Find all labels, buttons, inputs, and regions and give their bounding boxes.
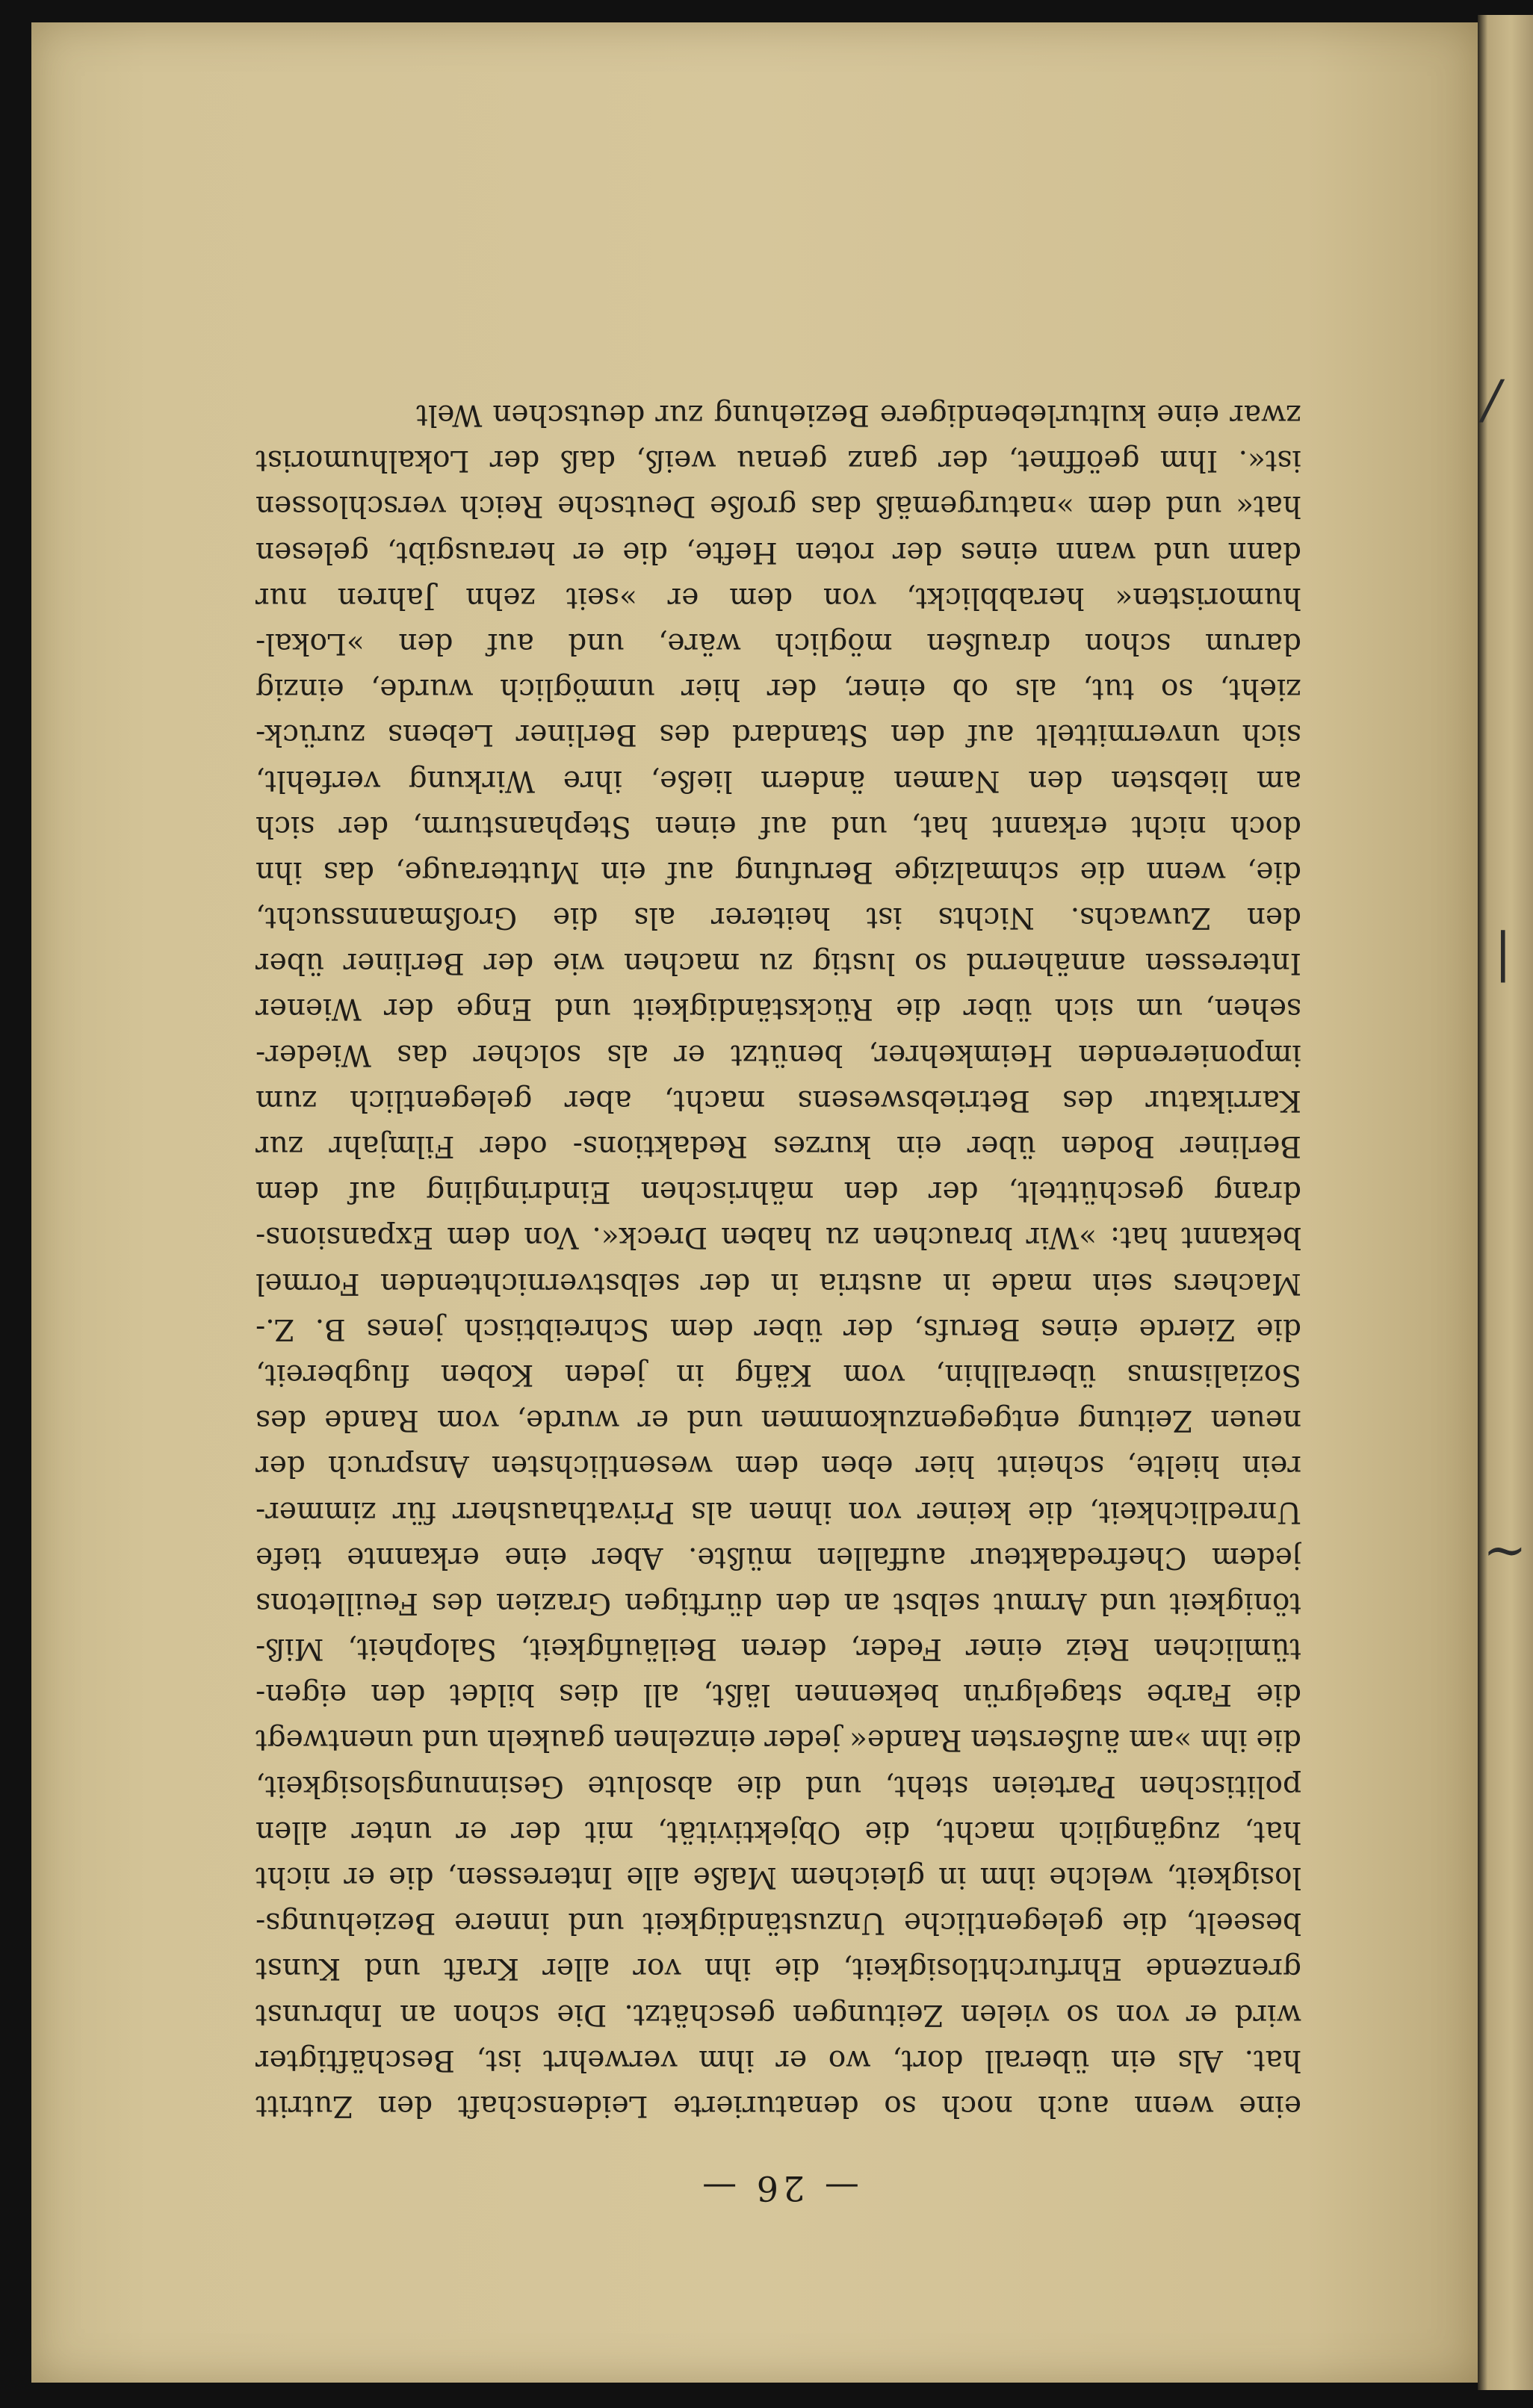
text-line: Berliner Boden über ein kurzes Redaktions- oder Filmjahr zur [256, 1129, 1301, 1164]
page-number: — 26 — [698, 2168, 859, 2209]
text-line: hat, zugänglich macht, die Objektivität, mit der er unter allen [256, 1814, 1301, 1849]
text-line: sich unvermittelt auf den Standard des Berliner Lebens zurück- [256, 718, 1301, 752]
text-line: dann und wann eines der roten Hefte, die er herausgibt, gelesen [256, 535, 1301, 569]
text-line: die Farbe stagelgrün bekennen läßt, all dies bildet den eigen- [256, 1678, 1301, 1712]
text-line: drang geschüttelt, der den mährischen Eindringling auf dem [256, 1175, 1301, 1209]
text-block-upside-down [256, 373, 1301, 2218]
text-line: losigkeit, welche ihm in gleichem Maße alle Interessen, die er nicht [256, 1861, 1301, 1895]
text-line: Sozialismus überallhin, vom Käfig in jeden Koben flugbereit, [256, 1358, 1301, 1391]
text-line: am liebsten den Namen ändern ließe, ihre Wirkung verfehlt, [256, 763, 1301, 798]
text-line: jedem Chefredakteur auffallen müßte. Aber eine erkannte tiefe [256, 1540, 1301, 1574]
text-line: hat. Als ein überall dort, wo er ihm verwehrt ist, Beschäftigter [256, 2043, 1301, 2077]
text-line: die Zierde eines Berufs, der über dem Schreibtisch jenes B. Z.- [256, 1312, 1301, 1346]
text-line: Machers sein made in austria in der selbstvernichtenden Formel [256, 1266, 1301, 1300]
text-line: rein hielte, scheint hier eben dem wesentlichsten Anspruch der [256, 1449, 1301, 1483]
margin-pencil-mark: ~ [1483, 1519, 1527, 1580]
text-line: doch nicht erkannt hat, und auf einen Stephansturm, der sich [256, 809, 1301, 843]
text-line: politischen Parteien steht, und die absolute Gesinnungslosigkeit, [256, 1769, 1301, 1803]
text-line: die, wenn die schmalzige Berufung auf ein Mutterauge, das ihn [256, 854, 1301, 889]
text-line: sehen, um sich über die Rückständigkeit und Enge der Wiener [256, 992, 1301, 1026]
text-line: beseelt, die gelegentliche Unzuständigkeit und innere Beziehungs- [256, 1906, 1301, 1940]
text-line: Karrikatur des Betriebswesens macht, aber gelegentlich zum [256, 1083, 1301, 1117]
text-line: grenzende Ehrfurchtlosigkeit, die ihn vor aller Kraft und Kunst [256, 1952, 1301, 1986]
margin-pencil-mark: | [1494, 922, 1512, 983]
body-text [256, 392, 1301, 2129]
text-line: den Zuwachs. Nichts ist heiterer als die Großmannssucht, [256, 901, 1301, 935]
page-sheet [31, 22, 1481, 2383]
text-line: bekannt hat: »Wir brauchen zu haben Dreck«. Von dem Expansions- [256, 1220, 1301, 1255]
text-line: darum schon draußen möglich wäre, und auf den »Lokal- [256, 627, 1301, 660]
margin-pencil-mark: / [1483, 369, 1501, 430]
text-line: Interessen annähernd so lustig zu machen wie der Berliner über [256, 946, 1301, 981]
text-line: neuen Zeitung entgegenzukommen und er wurde, vom Rande des [256, 1403, 1301, 1438]
text-line: Unredlichkeit, die keiner von ihnen als Privathausherr für zimmer- [256, 1495, 1301, 1529]
text-line: ist«. Ihm geöffnet, der ganz genau weiß, daß der Lokalhumorist [256, 444, 1301, 478]
text-line: zieht, so tut, als ob einer, der hier unmöglich wurde, einzig [256, 672, 1301, 707]
text-line: humoristen« herabblickt, von dem er »seit zehn Jahren nur [256, 580, 1301, 615]
text-line: tümlichen Reiz einer Feder, deren Beiläufigkeit, Salopheit, Miß- [256, 1632, 1301, 1666]
text-line: eine wenn auch noch so denaturierte Leidenschaft den Zutritt [256, 2089, 1301, 2123]
text-line: tönigkeit und Armut selbst an den dürftigen Grazien des Feuilletons [256, 1586, 1301, 1620]
text-line: hat« und dem »naturgemäß das große Deutsche Reich verschlossen [256, 489, 1301, 524]
text-line: imponierenden Heimkehrer, benützt er als solcher das Wieder- [256, 1037, 1301, 1072]
text-line: die ihn »am äußersten Rande« jeder einzelnen gaukeln und unentwegt [256, 1723, 1301, 1757]
text-line: zwar eine kulturlebendigere Beziehung zur deutschen Welt [416, 398, 1301, 432]
text-line: wird er von so vielen Zeitungen geschätzt. Die schon an Inbrunst [256, 1997, 1301, 2032]
